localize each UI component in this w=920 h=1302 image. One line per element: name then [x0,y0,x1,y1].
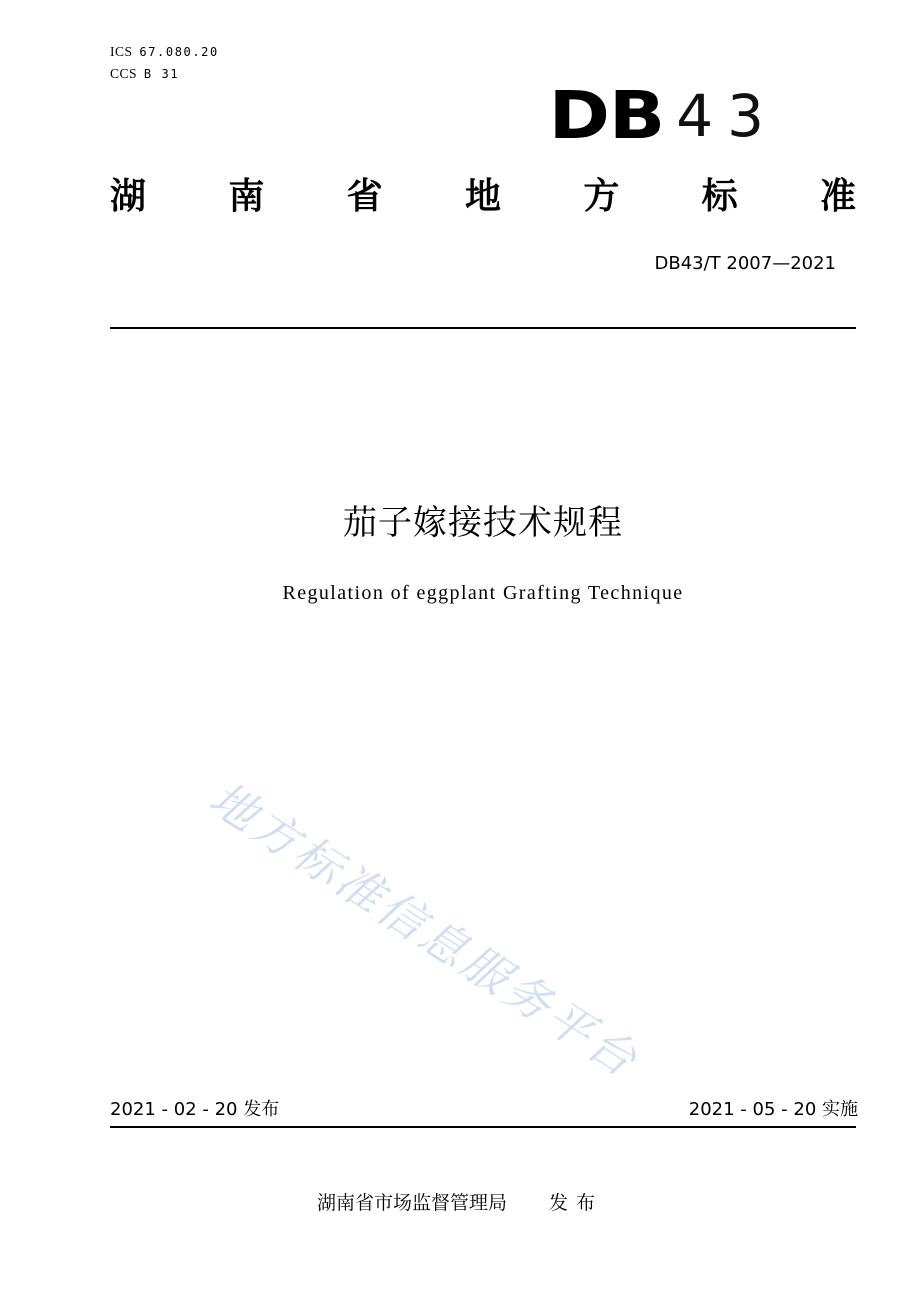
region-code: 43 [676,82,778,150]
issuer-line [0,1190,920,1216]
ccs-code [110,66,179,82]
issuer-organization: 湖南省市场监督管理局 [316,1192,507,1214]
bottom-divider [110,1126,856,1128]
standard-type-char: 南 [228,176,265,217]
standard-type-char: 湖 [110,176,147,217]
title-chinese: 茄子嫁接技术规程 [343,503,623,543]
standard-type-char: 省 [346,176,383,217]
standard-type [110,172,856,222]
standard-header [548,77,778,154]
watermark: 地方标准信息服务平台 [200,770,649,1089]
db-logo: DB [548,77,665,154]
ccs-label: CCS [110,66,138,81]
standard-type-char: 方 [583,176,620,217]
ics-value: 67.080.20 [139,45,219,59]
title-english: Regulation of eggplant Grafting Technique [282,582,684,604]
ics-code [110,44,219,60]
standard-type-char: 准 [819,176,856,217]
ics-label: ICS [110,44,133,59]
implementation-date: 2021 - 05 - 20 实施 [688,1099,858,1120]
standard-number: DB43/T 2007—2021 [654,253,836,274]
standard-type-char: 标 [701,176,738,217]
top-divider [110,327,856,329]
issue-date: 2021 - 02 - 20 发布 [110,1099,280,1120]
ccs-value: B 31 [143,67,180,81]
standard-type-char: 地 [464,176,501,217]
issuer-action: 发布 [549,1192,604,1214]
